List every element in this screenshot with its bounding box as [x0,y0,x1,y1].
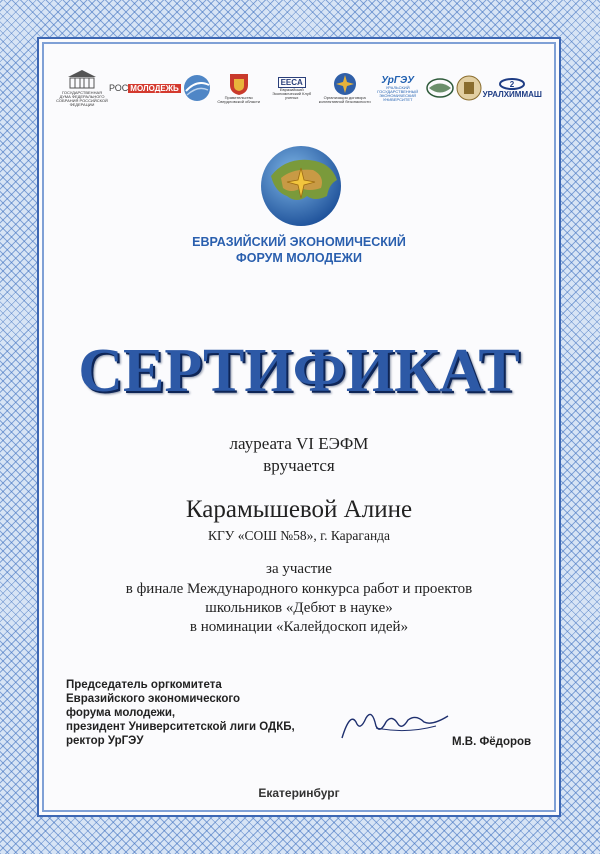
logo-7-caption: УРАЛЬСКИЙ ГОСУДАРСТВЕННЫЙ ЭКОНОМИЧЕСКИЙ УНИВЕРСИТЕТ [377,84,419,102]
urgeu-icon: УрГЭУ [381,74,415,86]
logo-3 [182,73,212,103]
participation-line-1: за участие [266,561,332,577]
signatory-title [66,678,295,748]
laureate-line: лауреата VI ЕЭФМ [229,434,369,453]
awarded-line: вручается [263,456,335,475]
signatory-line-3: форума молодежи, [66,707,176,719]
globe-icon [257,140,345,228]
recipient-name: Карамышевой Алине [185,496,413,523]
coat-of-arms-icon [228,72,250,96]
logo-1 [56,69,108,107]
participation-line-3: школьников «Дебют в науке» [205,600,393,616]
signatory-line-4: президент Университетской лиги ОДКБ, [66,721,295,733]
participation-line-4: в номинации «Калейдоскоп идей» [189,619,409,635]
signatory-line-2: Евразийского экономического [66,693,241,705]
certificate-inner-panel [44,44,554,810]
logo-2-word-a: РОС [108,83,129,93]
certificate-title: СЕРТИФИКАТ [78,337,520,405]
signatory-line-1: Председатель оргкомитета [66,679,222,691]
partner-logos-row [56,66,542,110]
logo-8 [425,77,455,99]
logo-2 [109,83,181,93]
globe-hands-icon [425,77,455,99]
logo-9 [456,75,482,101]
forum-name-line1: ЕВРАЗИЙСКИЙ ЭКОНОМИЧЕСКИЙ [192,235,406,249]
uralkhimmash-icon [496,78,528,90]
forum-name-line2: ФОРУМ МОЛОДЕЖИ [236,251,362,265]
logo-4 [213,72,265,104]
forum-globe-logo [257,140,345,228]
logo-10-word: УРАЛХИММАШ [482,89,542,99]
recipient-school: КГУ «СОШ №58», г. Караганда [207,528,391,543]
logo-4-caption: Правительство Свердловской области [217,95,261,104]
city: Екатеринбург [258,786,340,800]
odkb-emblem-icon [333,72,357,96]
swoosh-globe-icon [182,73,212,103]
signer-name: М.В. Фёдоров [452,736,532,748]
logo-5 [266,77,318,100]
logo-7 [372,75,424,102]
logo-5-caption: Евразийский Экономический Клуб ученых [272,86,312,100]
svg-text:2: 2 [510,79,515,89]
logo-1-caption: ГОСУДАРСТВЕННАЯ ДУМА ФЕДЕРАЛЬНОГО СОБРАНИЯ РОССИЙСКОЙ ФЕДЕРАЦИИ [56,90,108,107]
logo-6-caption: Организация договора коллективной безопасности [318,95,371,104]
signatory-line-5: ректор УрГЭУ [66,735,144,747]
logo-2-word-b: МОЛОДЕЖЬ [130,83,179,93]
university-building-icon [67,69,97,91]
logo-10 [483,78,542,99]
participation-line-2: в финале Международного конкурса работ и проектов [125,581,473,597]
seal-icon [456,75,482,101]
eeca-icon: EECA [278,77,306,88]
logo-6 [319,72,371,104]
handwritten-signature [336,704,456,744]
